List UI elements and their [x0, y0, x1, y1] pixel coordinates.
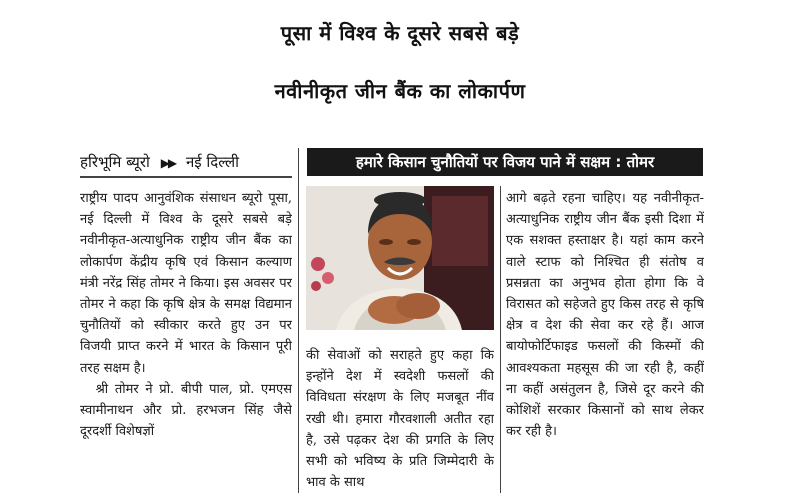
article-paragraph: श्री तोमर ने प्रो. बीपी पाल, प्रो. एमएस स्वामीनाथन और प्रो. हरभजन सिंह जैसे दूरदर्शी विशेषज्ञों	[80, 381, 292, 440]
byline	[80, 152, 290, 173]
article-paragraph: की सेवाओं को सराहते हुए कहा कि इन्होंने देश में स्वदेशी फसलों की विविधता संरक्षण के लिए मजबूत नींव रखी थी। हमारा गौरवशाली अतीत रहा है, उसे पढ़कर देश की प्रगति के लिए सभी को भविष्य के प्रति जिम्मेदारी के भाव के साथ	[306, 348, 494, 491]
fast-forward-icon: ▶▶	[160, 156, 176, 170]
byline-agency: हरिभूमि ब्यूरो	[80, 153, 150, 171]
column-divider-1	[298, 148, 299, 493]
minister-photo	[306, 186, 494, 330]
headline-line-1: पूसा में विश्व के दूसरे सबसे बड़े	[280, 21, 520, 45]
person-photo-icon	[306, 186, 494, 330]
article-column-1	[80, 188, 292, 492]
headline-line-2: नवीनीकृत जीन बैंक का लोकार्पण	[274, 79, 526, 103]
subheadline-banner: हमारे किसान चुनौतियों पर विजय पाने में सक्षम : तोमर	[307, 148, 703, 176]
byline-underline	[80, 176, 292, 178]
byline-place: नई दिल्ली	[185, 153, 240, 171]
column-divider-2	[500, 186, 501, 493]
article-column-3	[506, 188, 704, 492]
article-column-2	[306, 345, 494, 495]
article-paragraph: राष्ट्रीय पादप आनुवंशिक संसाधन ब्यूरो पूसा, नई दिल्ली में विश्व के दूसरे सबसे बड़े नवीनीकृत-अत्याधुनिक राष्ट्रीय जीन बैंक का लोकार्पण केंद्रीय कृषि एवं किसान कल्याण मंत्री नरेंद्र सिंह तोमर ने किया। इस अवसर पर तोमर ने कहा कि कृषि क्षेत्र के समक्ष विद्यमान चुनौतियों को स्वीकार करते हुए उन पर विजयी प्राप्त करने में भारत के किसान पूरी तरह सक्षम है।	[80, 191, 292, 376]
article-paragraph: आगे बढ़ते रहना चाहिए। यह नवीनीकृत-अत्याधुनिक राष्ट्रीय जीन बैंक इसी दिशा में एक सशक्त हस्ताक्षर है। यहां काम करने वाले स्टाफ को निश्चित ही संतोष व प्रसन्नता का अनुभव होता होगा कि वे विरासत को सहेजते हुए किस तरह से कृषि क्षेत्र व देश की सेवा कर रहे हैं। आज बायोफोर्टिफाइड फसलों की किस्मों की आवश्यकता महसूस की जा रही है, कहीं ना कहीं असंतुलन है, जिसे दूर करने की कोशिशें सरकार किसानों को साथ लेकर कर रही है।	[506, 191, 704, 440]
